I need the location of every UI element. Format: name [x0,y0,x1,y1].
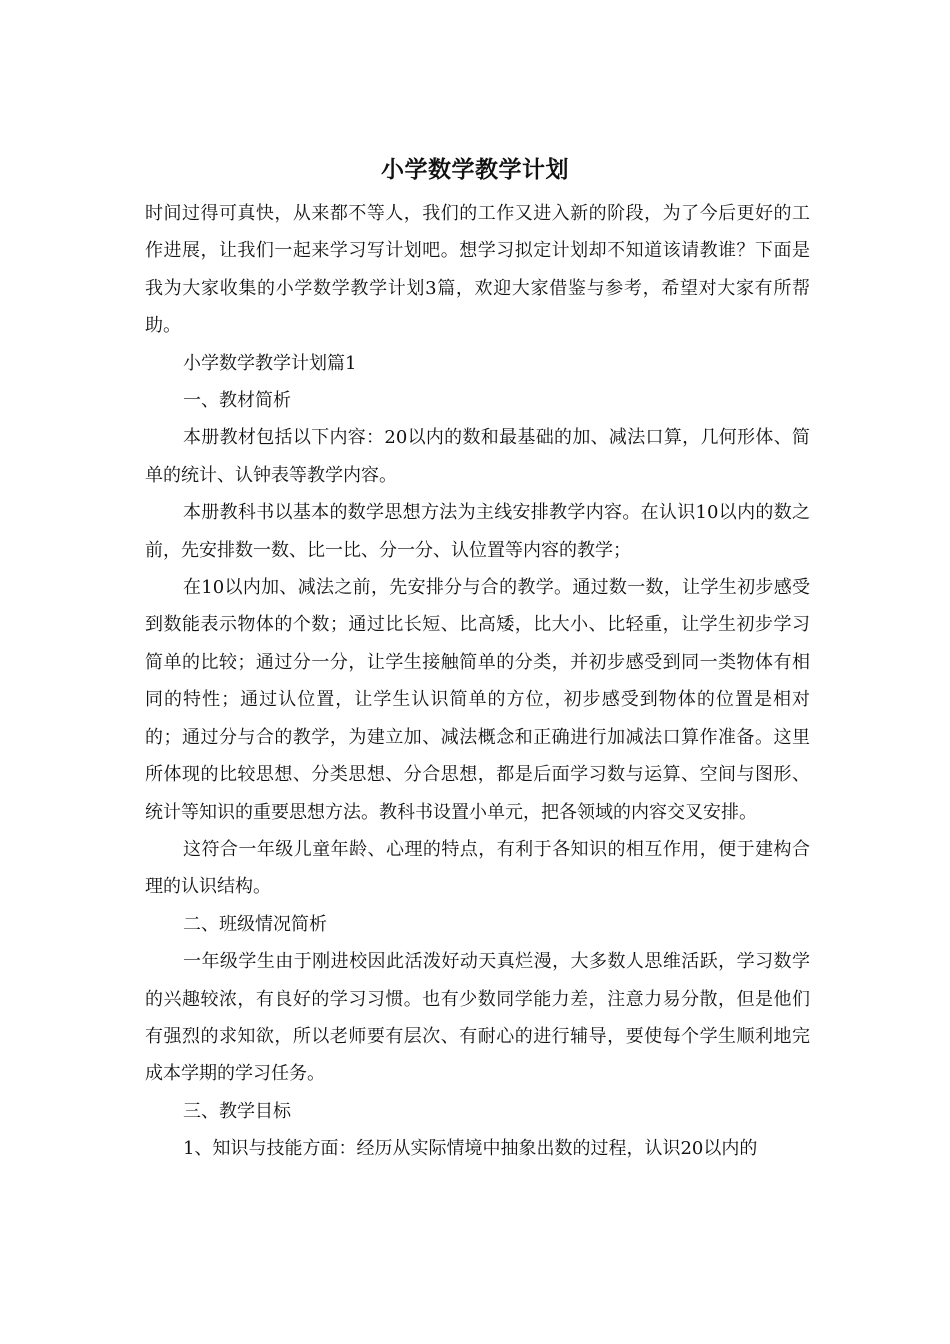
document-title: 小学数学教学计划 [381,156,569,183]
body-paragraph: 在10以内加、减法之前，先安排分与合的教学。通过数一数，让学生初步感受到数能表示物体的个数；通过比长短、比高矮，比大小、比轻重，让学生初步学习简单的比较；通过分一分，让学生接触简单的分类，并初步感受到同一类物体有相同的特性；通过认位置，让学生认识简单的方位，初步感受到物体的位置是相对的；通过分与合的教学，为建立加、减法概念和正确进行加减法口算作准备。这里所体现的比较思想、分类思想、分合思想，都是后面学习数与运算、空间与图形、统计等知识的重要思想方法。教科书设置小单元，把各领域的内容交叉安排。 [145,577,810,823]
document-body [145,195,810,1168]
body-paragraph: 本册教材包括以下内容：20以内的数和最基础的加、减法口算，几何形体、简单的统计、认钟表等教学内容。 [145,427,810,486]
section-heading-class-analysis: 二、班级情况简析 [183,913,327,935]
body-paragraph: 这符合一年级儿童年龄、心理的特点，有利于各知识的相互作用，便于建构合理的认识结构。 [145,838,810,898]
section-heading-plan-1: 小学数学教学计划篇1 [183,352,357,374]
body-paragraph: 一年级学生由于刚进校因此活泼好动天真烂漫，大多数人思维活跃，学习数学的兴趣较浓，有良好的学习习惯。也有少数同学能力差，注意力易分散，但是他们有强烈的求知欲，所以老师要有层次、有耐心的进行辅导，要使每个学生顺利地完成本学期的学习任务。 [145,951,810,1085]
body-paragraph: 本册教科书以基本的数学思想方法为主线安排教学内容。在认识10以内的数之前，先安排数一数、比一比、分一分、认位置等内容的教学； [145,502,810,561]
section-heading-textbook-analysis: 一、教材简析 [183,390,291,412]
intro-paragraph: 时间过得可真快，从来都不等人，我们的工作又进入新的阶段，为了今后更好的工作进展，让我们一起来学习写计划吧。想学习拟定计划却不知道该请教谁？下面是我为大家收集的小学数学教学计划3篇，欢迎大家借鉴与参考，希望对大家有所帮助。 [145,203,810,337]
body-paragraph: 1、知识与技能方面：经历从实际情境中抽象出数的过程，认识20以内的 [183,1138,758,1160]
section-heading-teaching-goals: 三、教学目标 [183,1100,291,1122]
